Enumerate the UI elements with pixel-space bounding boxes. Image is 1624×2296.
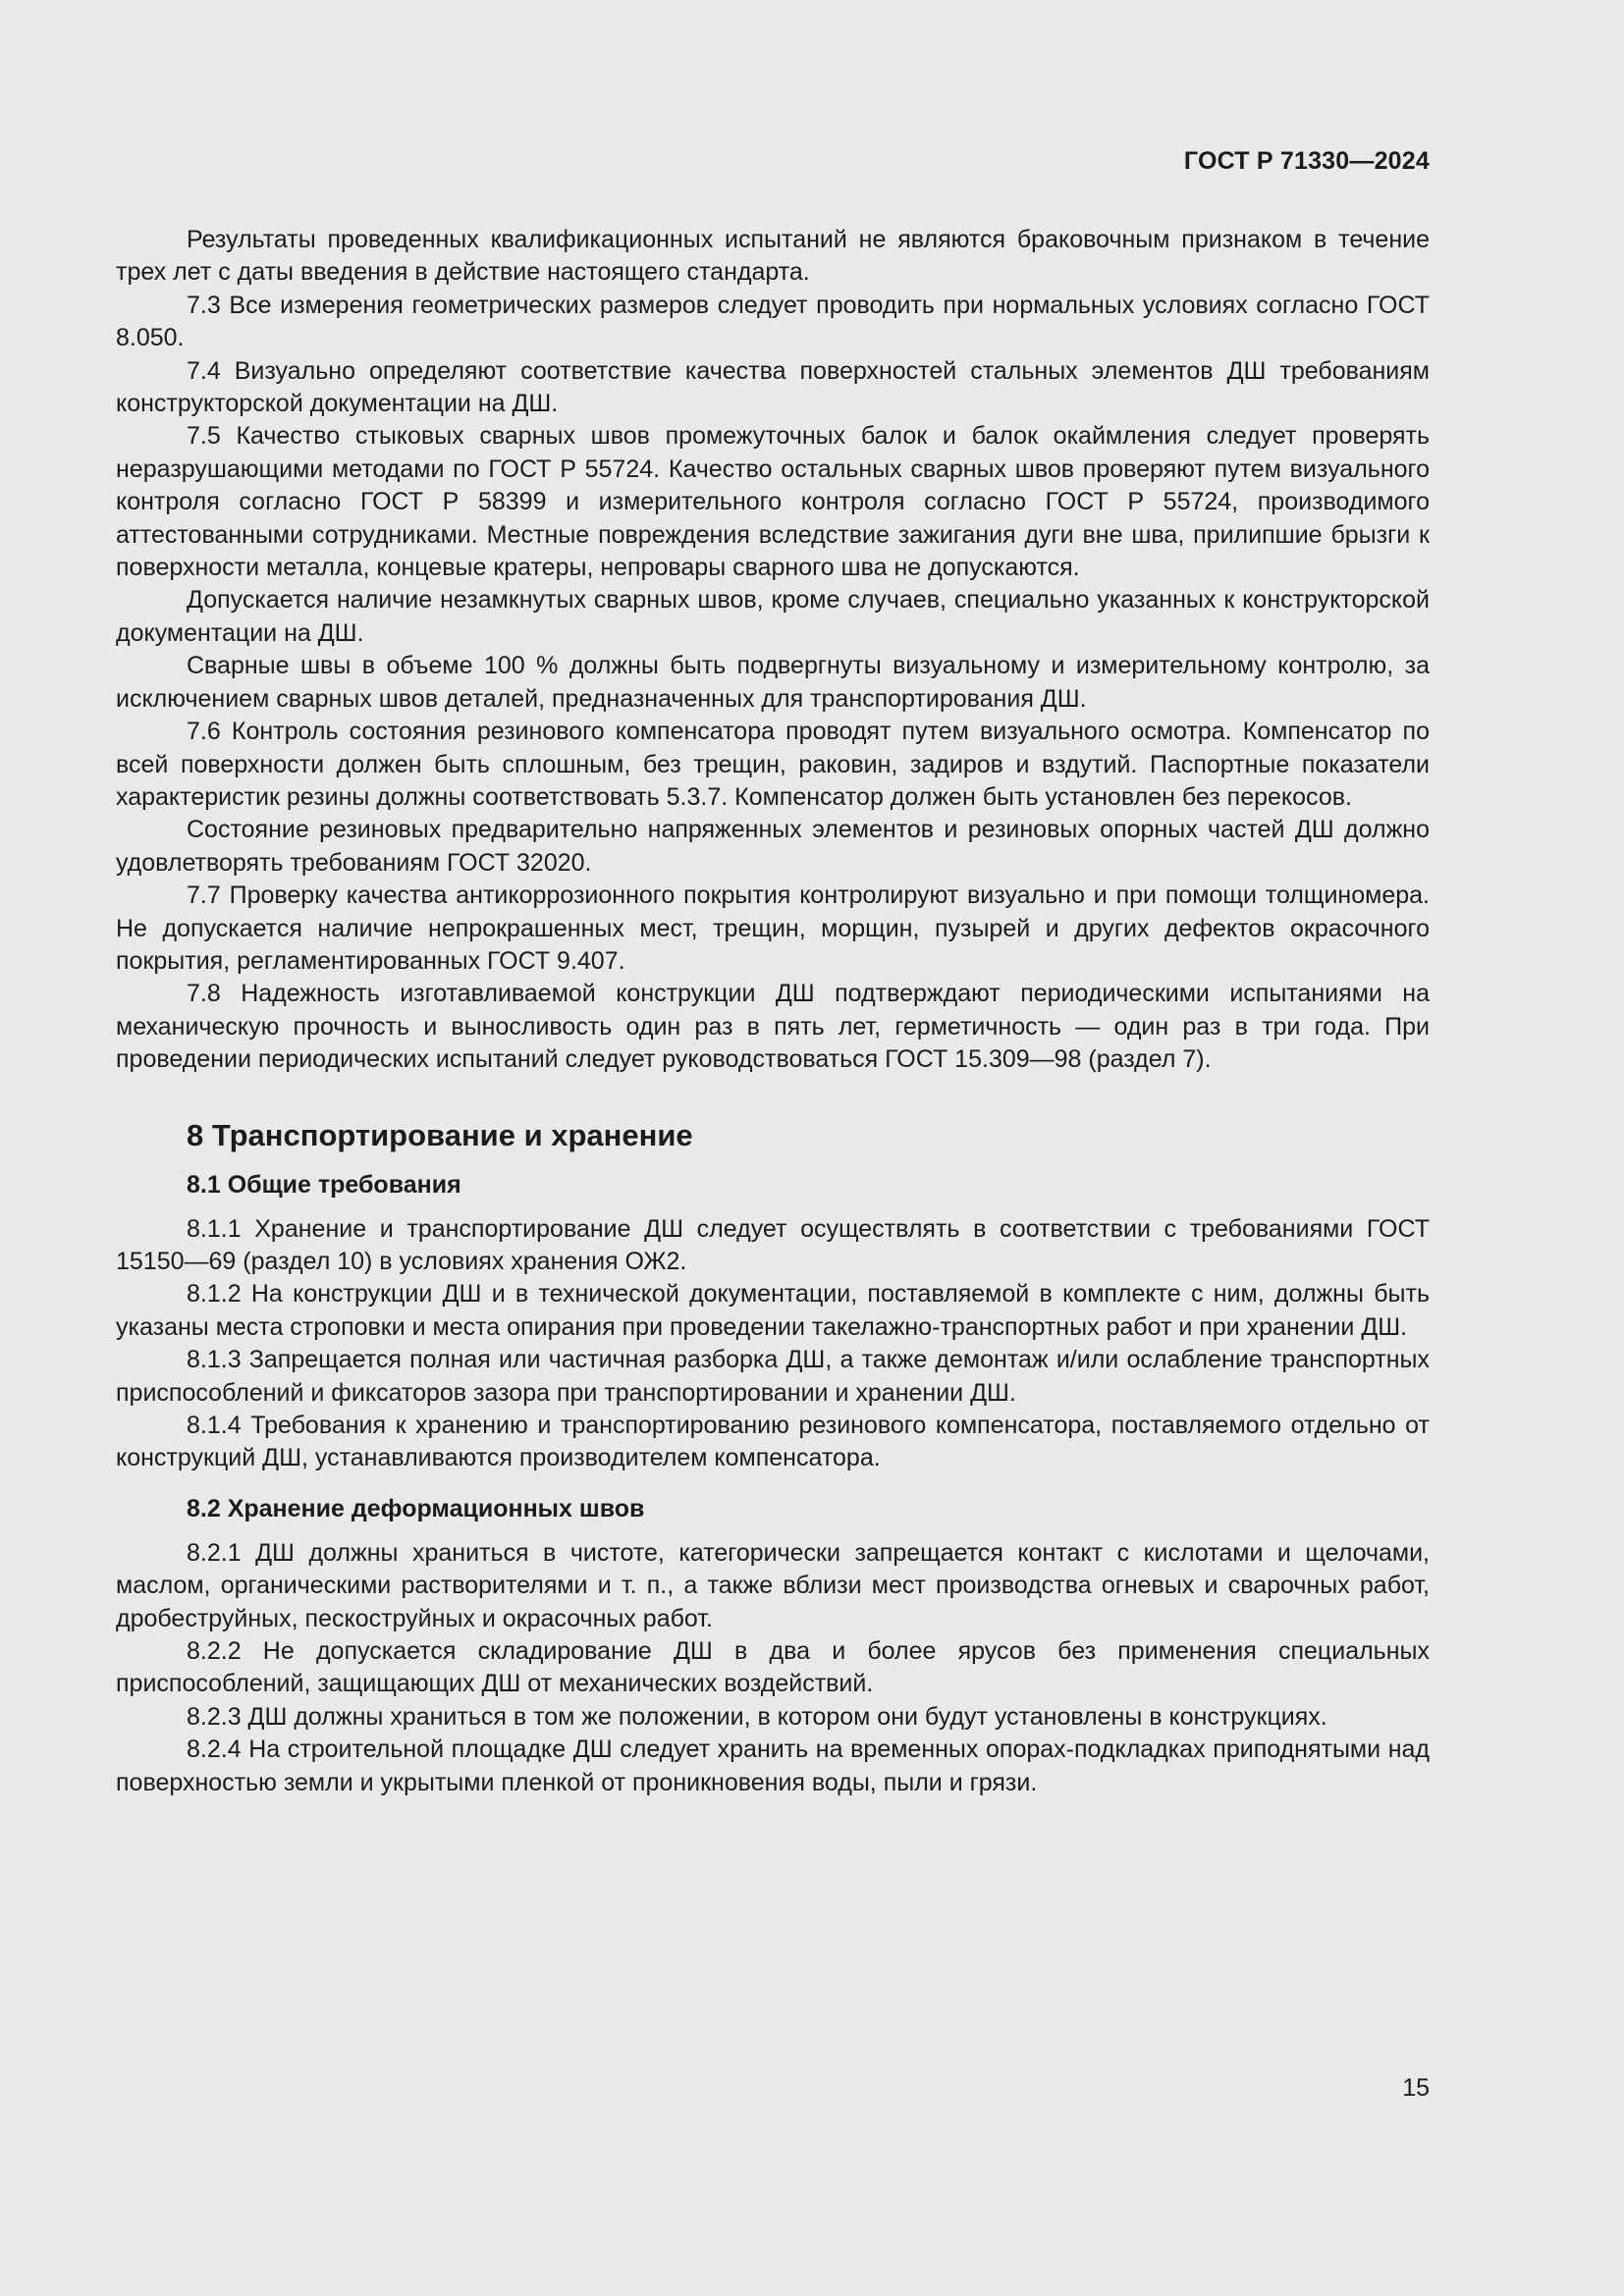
paragraph: 7.7 Проверку качества антикоррозионного покрытия контролируют визуально и при помощи толщиномера. Не допускается наличие непрокрашенных мест, трещин, морщин, пузырей и других дефектов окрасочного покрытия, регламентированных ГОСТ 9.407. bbox=[116, 881, 1430, 975]
document-body bbox=[116, 224, 1430, 1799]
subsection-title: 8.1 Общие требования bbox=[187, 1170, 461, 1199]
paragraph: Результаты проведенных квалификационных испытаний не являются браковочным признаком в течение трех лет с даты введения в действие настоящего стандарта. bbox=[116, 226, 1430, 287]
paragraph: Допускается наличие незамкнутых сварных швов, кроме случаев, специально указанных к конструкторской документации на ДШ. bbox=[116, 586, 1430, 647]
paragraph: 7.5 Качество стыковых сварных швов промежуточных балок и балок окаймления следует проверять неразрушающими методами по ГОСТ Р 55724. Качество остальных сварных швов проверяют путем визуального контроля согласно ГОСТ Р 58399 и измерительного контроля согласно ГОСТ Р 55724, производимого аттестованными сотрудниками. Местные повреждения вследствие зажигания дуги вне шва, прилипшие брызги к поверхности металла, концевые кратеры, непровары сварного шва не допускаются. bbox=[116, 422, 1430, 582]
paragraph: 7.4 Визуально определяют соответствие качества поверхностей стальных элементов ДШ требованиям конструкторской документации на ДШ. bbox=[116, 356, 1430, 418]
paragraph: 8.1.4 Требования к хранению и транспортированию резинового компенсатора, поставляемого отдельно от конструкций ДШ, устанавливаются производителем компенсатора. bbox=[116, 1412, 1430, 1472]
section-title: 8 Транспортирование и хранение bbox=[187, 1117, 693, 1152]
paragraph: 8.2.1 ДШ должны храниться в чистоте, категорически запрещается контакт с кислотами и щелочами, маслом, органическими растворителями и т. п., а также вблизи мест производства огневых и сварочных работ, дробеструйных, пескоструйных и окрасочных работ. bbox=[116, 1538, 1430, 1632]
paragraph: 8.2.3 ДШ должны храниться в том же положении, в котором они будут установлены в конструкциях. bbox=[187, 1702, 1327, 1731]
paragraph: 7.3 Все измерения геометрических размеров следует проводить при нормальных условиях согласно ГОСТ 8.050. bbox=[116, 291, 1430, 352]
page-number: 15 bbox=[1402, 2074, 1430, 2102]
paragraph: 8.2.4 На строительной площадке ДШ следует хранить на временных опорах-подкладках приподнятыми над поверхностью земли и укрытыми пленкой от проникновения воды, пыли и грязи. bbox=[116, 1735, 1430, 1796]
paragraph: 8.1.3 Запрещается полная или частичная разборка ДШ, а также демонтаж и/или ослабление транспортных приспособлений и фиксаторов зазора при транспортировании и хранении ДШ. bbox=[116, 1346, 1430, 1407]
paragraph: 7.8 Надежность изготавливаемой конструкции ДШ подтверждают периодическими испытаниями на механическую прочность и выносливость один раз в пять лет, герметичность — один раз в три года. При проведении периодических испытаний следует руководствоваться ГОСТ 15.309—98 (раздел 7). bbox=[116, 980, 1430, 1074]
paragraph: 7.6 Контроль состояния резинового компенсатора проводят путем визуального осмотра. Компенсатор по всей поверхности должен быть сплошным, без трещин, раковин, задиров и вздутий. Паспортные показатели характеристик резины должны соответствовать 5.3.7. Компенсатор должен быть установлен без перекосов. bbox=[116, 718, 1430, 811]
subsection-title: 8.2 Хранение деформационных швов bbox=[187, 1494, 645, 1522]
document-code-header: ГОСТ Р 71330—2024 bbox=[1183, 147, 1430, 175]
paragraph: 8.2.2 Не допускается складирование ДШ в два и более ярусов без применения специальных приспособлений, защищающих ДШ от механических воздействий. bbox=[116, 1637, 1430, 1698]
paragraph: 8.1.1 Хранение и транспортирование ДШ следует осуществлять в соответствии с требованиями ГОСТ 15150—69 (раздел 10) в условиях хранения ОЖ2. bbox=[116, 1214, 1430, 1275]
paragraph: 8.1.2 На конструкции ДШ и в технической документации, поставляемой в комплекте с ним, должны быть указаны места строповки и места опирания при проведении такелажно-транспортных работ и при хранении ДШ. bbox=[116, 1280, 1430, 1341]
paragraph: Состояние резиновых предварительно напряженных элементов и резиновых опорных частей ДШ должно удовлетворять требованиям ГОСТ 32020. bbox=[116, 816, 1430, 877]
paragraph: Сварные швы в объеме 100 % должны быть подвергнуты визуальному и измерительному контролю, за исключением сварных швов деталей, предназначенных для транспортирования ДШ. bbox=[116, 652, 1430, 713]
